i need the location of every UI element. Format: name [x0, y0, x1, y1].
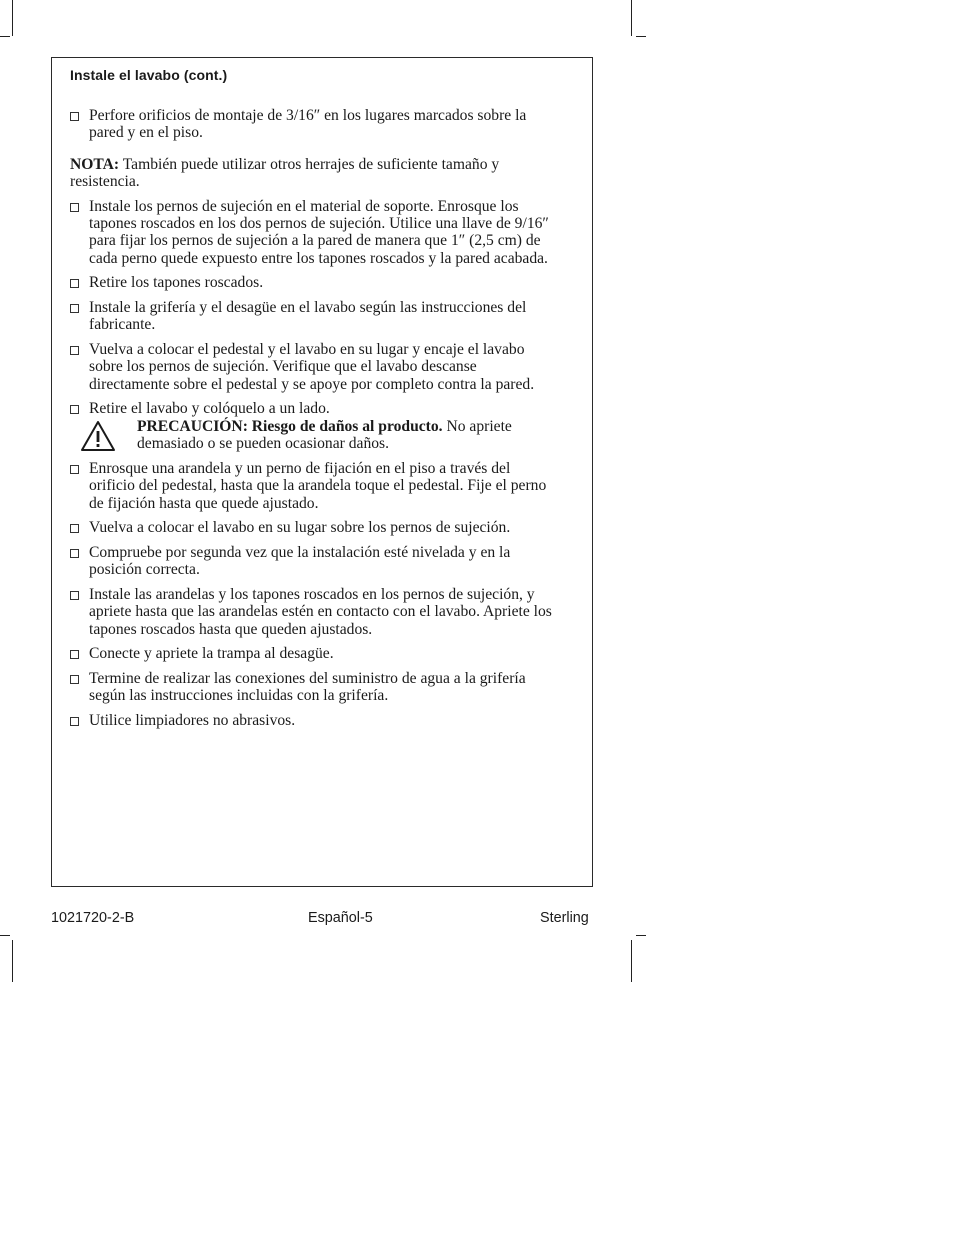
- checkbox-icon: [70, 465, 79, 474]
- step-text: Compruebe por segunda vez que la instalación esté nivelada y en la posición correcta.: [89, 544, 511, 579]
- content-frame: [51, 57, 593, 887]
- step-text: Utilice limpiadores no abrasivos.: [89, 712, 296, 730]
- step-item: [70, 274, 555, 291]
- checkbox-icon: [70, 650, 79, 659]
- note-label: NOTA:: [70, 155, 120, 173]
- caution-block: [70, 418, 555, 452]
- checkbox-icon: [70, 405, 79, 414]
- step-text: Conecte y apriete la trampa al desagüe.: [89, 645, 334, 663]
- step-text: Instale las arandelas y los tapones roscados en los pernos de sujeción, y apriete hasta que las arandelas estén en contacto con el lavabo. Apriete los tapones roscados hasta que queden ajustados.: [89, 586, 552, 638]
- step-text: Termine de realizar las conexiones del suministro de agua a la grifería según las instrucciones incluidas con la grifería.: [89, 670, 526, 705]
- step-item: [70, 198, 555, 267]
- checkbox-icon: [70, 304, 79, 313]
- step-text: Vuelva a colocar el pedestal y el lavabo en su lugar y encaje el lavabo sobre los pernos de sujeción. Verifique que el lavabo descanse directamente sobre el pedestal y se apoye por completo contra la pared.: [89, 341, 535, 393]
- step-item: [70, 712, 555, 729]
- step-item: [70, 519, 555, 536]
- checkbox-icon: [70, 524, 79, 533]
- step-text: Instale los pernos de sujeción en el material de soporte. Enrosque los tapones roscados en los dos pernos de sujeción. Utilice una llave de 9/16″ para fijar los pernos de sujeción a la pared de manera que 1″ (2,5 cm) de cada perno quede expuesto entre los tapones roscados y la pared acabada.: [89, 197, 549, 267]
- step-item: [70, 586, 555, 638]
- checkbox-icon: [70, 549, 79, 558]
- step-text: Retire el lavabo y colóquelo a un lado.: [89, 400, 330, 418]
- checkbox-icon: [70, 279, 79, 288]
- footer-doc-number: 1021720-2-B: [51, 910, 135, 926]
- crop-mark: [636, 36, 646, 37]
- instructions: [70, 107, 555, 737]
- checkbox-icon: [70, 203, 79, 212]
- checkbox-icon: [70, 717, 79, 726]
- footer-brand: Sterling: [540, 910, 589, 926]
- caution-label: PRECAUCIÓN: Riesgo de daños al producto.: [137, 418, 443, 436]
- step-item: [70, 107, 555, 141]
- step-item: [70, 645, 555, 662]
- checkbox-icon: [70, 675, 79, 684]
- step-item: [70, 460, 555, 512]
- step-text: Perfore orificios de montaje de 3/16″ en los lugares marcados sobre la pared y en el piso.: [89, 107, 527, 142]
- step-text: Enrosque una arandela y un perno de fijación en el piso a través del orificio del pedestal, hasta que la arandela toque el pedestal. Fije el perno de fijación hasta que quede ajustado.: [89, 460, 547, 512]
- step-item: [70, 400, 555, 417]
- step-text: Vuelva a colocar el lavabo en su lugar sobre los pernos de sujeción.: [89, 519, 511, 537]
- note: [70, 156, 555, 190]
- checkbox-icon: [70, 346, 79, 355]
- checkbox-icon: [70, 591, 79, 600]
- crop-mark: [631, 0, 632, 36]
- crop-mark: [631, 940, 632, 982]
- step-item: [70, 670, 555, 704]
- crop-mark: [0, 935, 10, 936]
- warning-triangle-icon: [80, 420, 116, 452]
- section-title: Instale el lavabo (cont.): [70, 67, 228, 83]
- step-item: [70, 341, 555, 393]
- crop-mark: [0, 36, 10, 37]
- caution-text: No apriete demasiado o se pueden ocasionar daños.: [137, 418, 512, 453]
- step-item: [70, 299, 555, 333]
- footer-page-number: Español-5: [308, 910, 373, 926]
- checkbox-icon: [70, 112, 79, 121]
- crop-mark: [636, 935, 646, 936]
- crop-mark: [12, 0, 13, 36]
- crop-mark: [12, 940, 13, 982]
- step-text: Instale la grifería y el desagüe en el lavabo según las instrucciones del fabricante.: [89, 299, 527, 334]
- note-text: También puede utilizar otros herrajes de suficiente tamaño y resistencia.: [70, 155, 500, 191]
- step-text: Retire los tapones roscados.: [89, 274, 264, 292]
- step-item: [70, 544, 555, 578]
